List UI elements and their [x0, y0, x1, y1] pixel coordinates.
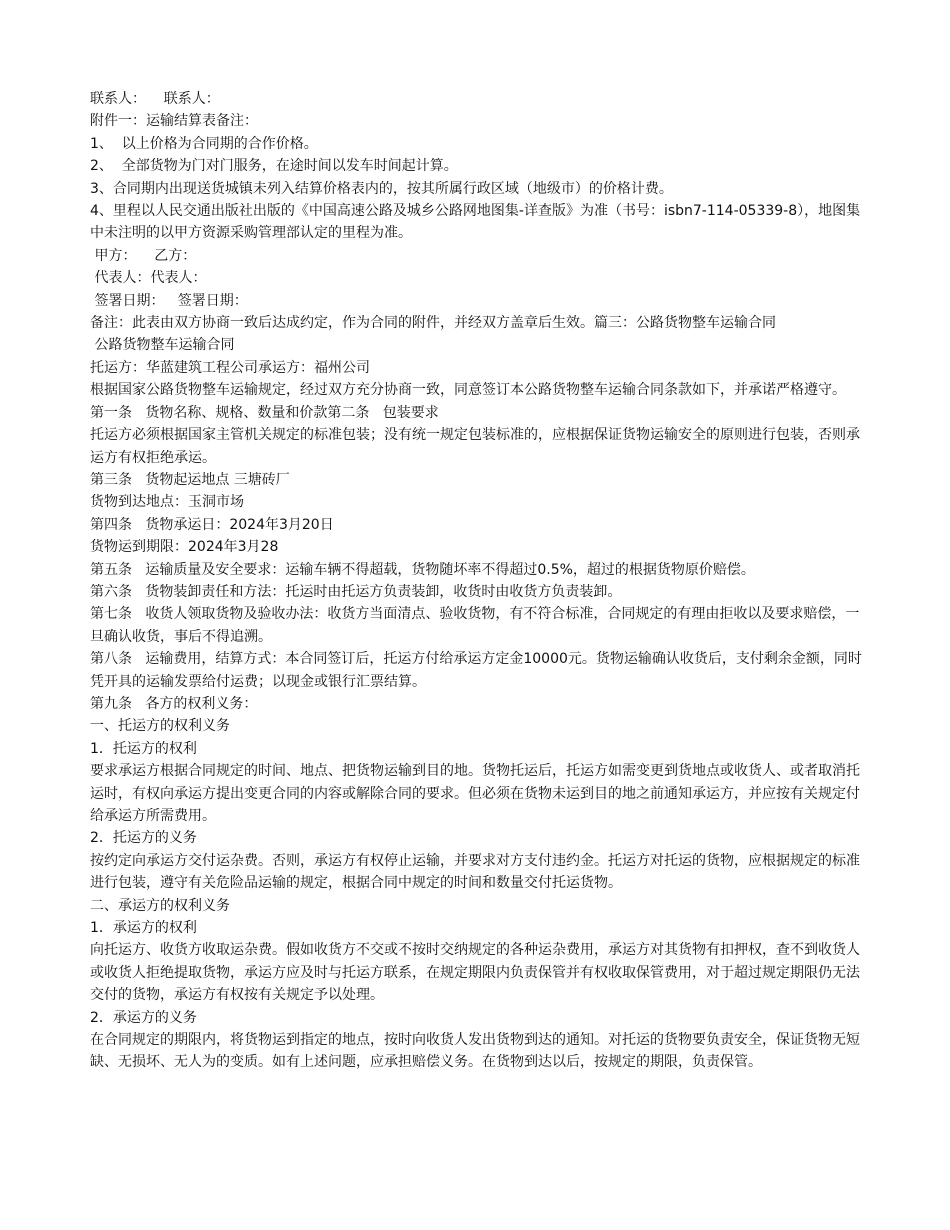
packaging-paragraph: 托运方必须根据国家主管机关规定的标准包装；没有统一规定包装标准的，应根据保证货物运输安全的原则进行包装，否则承运方有权拒绝承运。 [90, 427, 860, 466]
representative-line: 代表人：代表人： [90, 270, 207, 287]
delivery-deadline: 货物运到期限：2024年3月28 [90, 539, 279, 556]
section-shipper-heading: 一、托运方的权利义务 [90, 718, 230, 735]
signing-date-line: 签署日期： 签署日期： [90, 292, 248, 309]
article-7: 第七条 收货人领取货物及验收办法：收货方当面清点、验收货物，有不符合标准，合同规定的有理由拒收以及要求赔偿，一旦确认收货，事后不得追溯。 [90, 606, 860, 645]
shipper-rights-heading: 1．托运方的权利 [90, 740, 197, 757]
shipper-obligations-heading: 2．托运方的义务 [90, 830, 197, 847]
article-5: 第五条 运输质量及安全要求：运输车辆不得超载，货物随坏率不得超过0.5%，超过的根据货物原价赔偿。 [90, 561, 755, 578]
attachment-heading: 附件一：运输结算表备注： [90, 113, 258, 130]
note-item-2: 2、 全部货物为门对门服务，在途时间以发车时间起计算。 [90, 158, 458, 175]
note-item-4: 4、里程以人民交通出版社出版的《中国高速公路及城乡公路网地图集-详查版》为准（书号：isbn7-114-05339-8），地图集中未注明的以甲方资源采购管理部认定的里程为准。 [90, 203, 861, 242]
carrier-obligations-heading: 2．承运方的义务 [90, 1009, 197, 1026]
article-4: 第四条 货物承运日：2024年3月20日 [90, 516, 334, 533]
article-8: 第八条 运输费用，结算方式：本合同签订后，托运方付给承运方定金10000元。货物运输确认收货后，支付剩余金额，同时凭开具的运输发票给付运费；以现金或银行汇票结算。 [90, 651, 862, 690]
shipper-obligations-paragraph: 按约定向承运方交付运杂费。否则，承运方有权停止运输，并要求对方支付违约金。托运方对托运的货物，应根据规定的标准进行包装，遵守有关危险品运输的规定，根据合同中规定的时间和数量交付托运货物。 [90, 852, 860, 892]
article-1-2: 第一条 货物名称、规格、数量和价款第二条 包装要求 [90, 404, 439, 421]
note-item-3: 3、合同期内出现送货城镇未列入结算价格表内的，按其所属行政区域（地级市）的价格计费。 [90, 180, 673, 197]
shipper-rights-paragraph: 要求承运方根据合同规定的时间、地点、把货物运输到目的地。货物托运后，托运方如需变更到货地点或收货人、或者取消托运时，有权向承运方提出变更合同的内容或解除合同的要求。但必须在货物未运到目的地之前通知承运方，并应按有关规定付给承运方所需费用。 [90, 763, 860, 824]
arrival-location: 货物到达地点：玉洞市场 [90, 494, 244, 511]
party-line: 甲方： 乙方： [90, 247, 197, 264]
parties-paragraph: 托运方：华蓝建筑工程公司承运方：福州公司 [90, 359, 370, 376]
article-3: 第三条 货物起运地点 三塘砖厂 [90, 471, 290, 488]
document-body [90, 88, 862, 1074]
carrier-obligations-paragraph: 在合同规定的期限内，将货物运到指定的地点，按时向收货人发出货物到达的通知。对托运的货物要负责安全，保证货物无短缺、无损坏、无人为的变质。如有上述问题，应承担赔偿义务。在货物到达以后，按规定的期限，负责保管。 [90, 1032, 860, 1071]
contact-line: 联系人： 联系人： [90, 91, 220, 107]
contract-title: 公路货物整车运输合同 [90, 337, 235, 354]
carrier-rights-heading: 1．承运方的权利 [90, 920, 197, 937]
article-6: 第六条 货物装卸责任和方法：托运时由托运方负责装卸，收货时由收货方负责装卸。 [90, 583, 622, 600]
preamble-paragraph: 根据国家公路货物整车运输规定，经过双方充分协商一致，同意签订本公路货物整车运输合同条款如下，并承诺严格遵守。 [90, 382, 846, 399]
section-carrier-heading: 二、承运方的权利义务 [90, 897, 230, 914]
remark-paragraph: 备注：此表由双方协商一致后达成约定，作为合同的附件，并经双方盖章后生效。篇三：公路货物整车运输合同 [90, 315, 776, 332]
article-9: 第九条 各方的权利义务： [90, 695, 258, 712]
note-item-1: 1、 以上价格为合同期的合作价格。 [90, 135, 318, 152]
carrier-rights-paragraph: 向托运方、收货方收取运杂费。假如收货方不交或不按时交纳规定的各种运杂费用，承运方对其货物有扣押权，查不到收货人或收货人拒绝提取货物，承运方应及时与托运方联系，在规定期限内负责保管并有权收取保管费用，对于超过规定期限仍无法交付的货物，承运方有权按有关规定予以处理。 [90, 942, 860, 1004]
